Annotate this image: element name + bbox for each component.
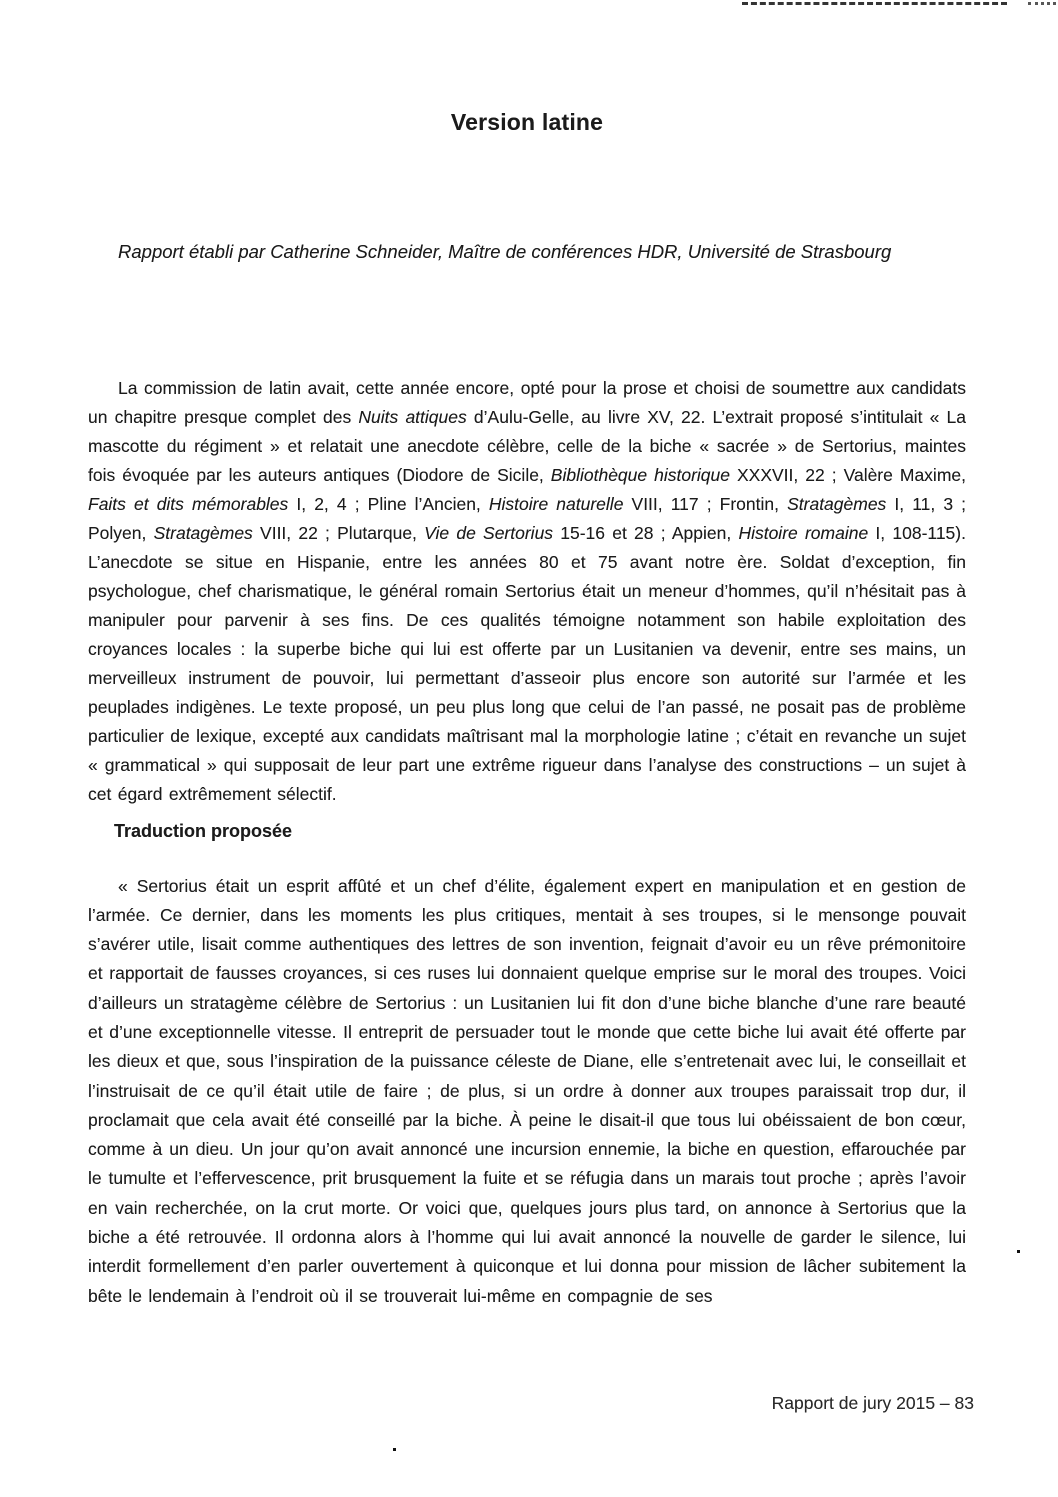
intro-paragraph: La commission de latin avait, cette année encore, opté pour la prose et choisi de soumettre aux candidats un chapitre presque complet des Nuits attiques d’Aulu-Gelle, au livre XV, 22. L’extrait proposé s’intitulait « La mascotte du régiment » et relatait une anecdote célèbre, celle de la biche « sacrée » de Sertorius, maintes fois évoquée par les auteurs antiques (Diodore de Sicile, Bibliothèque historique XXXVII, 22 ; Valère Maxime, Faits et dits mémorables I, 2, 4 ; Pline l’Ancien, Histoire naturelle VIII, 117 ; Frontin, Stratagèmes I, 11, 3 ; Polyen, Stratagèmes VIII, 22 ; Plutarque, Vie de Sertorius 15-16 et 28 ; Appien, Histoire romaine I, 108-115). L’anecdote se situe en Hispanie, entre les années 80 et 75 avant notre ère. Soldat d’exception, fin psychologue, chef charismatique, le général romain Sertorius était un meneur d’hommes, qu’il n’hésitait pas à manipuler pour parvenir à ses fins. De ces qualités témoigne notamment son habile exploitation des croyances locales : la superbe biche qui lui est offerte par un Lusitanien va devenir, entre ses mains, un merveilleux instrument de pouvoir, lui permettant d’asseoir plus encore son autorité sur l’armée et les peuplades indigènes. Le texte proposé, un peu plus long que celui de l’an passé, ne posait pas de problème particulier de lexique, excepté aux candidats maîtrisant mal la morphologie latine ; c’était en revanche un sujet « grammatical » qui supposait de leur part une extrême rigueur dans l’analyse des constructions – un sujet à cet égard extrêmement sélectif.: [88, 377, 967, 804]
section-heading-traduction: Traduction proposée: [114, 820, 293, 841]
translation-paragraph: « Sertorius était un esprit affûté et un chef d’élite, également expert en manipulation et en gestion de l’armée. Ce dernier, dans les moments les plus critiques, mentait à ses troupes, si le mensonge pouvait s’avérer utile, lisait comme authentiques des lettres de son invention, feignait d’avoir eu un rêve prémonitoire et rapportait de fausses croyances, si ces ruses lui donnaient quelque emprise sur le moral des troupes. Voici d’ailleurs un stratagème célèbre de Sertorius : un Lusitanien lui fit don d’une biche blanche d’une rare beauté et d’une exceptionnelle vitesse. Il entreprit de persuader tout le monde que cette biche lui avait été offerte par les dieux et que, sous l’inspiration de la puissance céleste de Diane, elle s’entretenait avec lui, le conseillait et l’instruisait de ce qu’il était utile de faire ; de plus, si un ordre à donner aux troupes paraissait trop dur, il proclamait que cela avait été conseillé par la biche. À peine le disait-il que tous lui obéissaient de bon cœur, comme à un dieu. Un jour qu’on avait annoncé une incursion ennemie, la biche en question, effarouchée par le tumulte et l’effervescence, prit brusquement la fuite et se réfugia dans un marais tout proche ; après l’avoir en vain recherchée, on la crut morte. Or voici que, quelques jours plus tard, on annonce à Sertorius que la biche a été retrouvée. Il ordonna alors à l’homme qui lui avait annoncé la nouvelle de garder le silence, lui interdit formellement d’en parler ouvertement à quiconque et lui donna pour mission de lâcher subitement la bête le lendemain à l’endroit où il se trouverait lui-même en compagnie de ses: [88, 875, 966, 1306]
page-title: Version latine: [450, 109, 604, 136]
report-byline: Rapport établi par Catherine Schneider, Maître de conférences HDR, Université de Strasbourg: [118, 240, 892, 262]
scan-artifact-dashed-line: [742, 2, 1007, 5]
scan-artifact-dot-right: [1017, 1250, 1020, 1253]
page-footer: Rapport de jury 2015 – 83: [771, 1393, 974, 1413]
scan-artifact-dashed-line-end: [1028, 2, 1056, 5]
scan-artifact-dot-bottom: [393, 1448, 396, 1451]
